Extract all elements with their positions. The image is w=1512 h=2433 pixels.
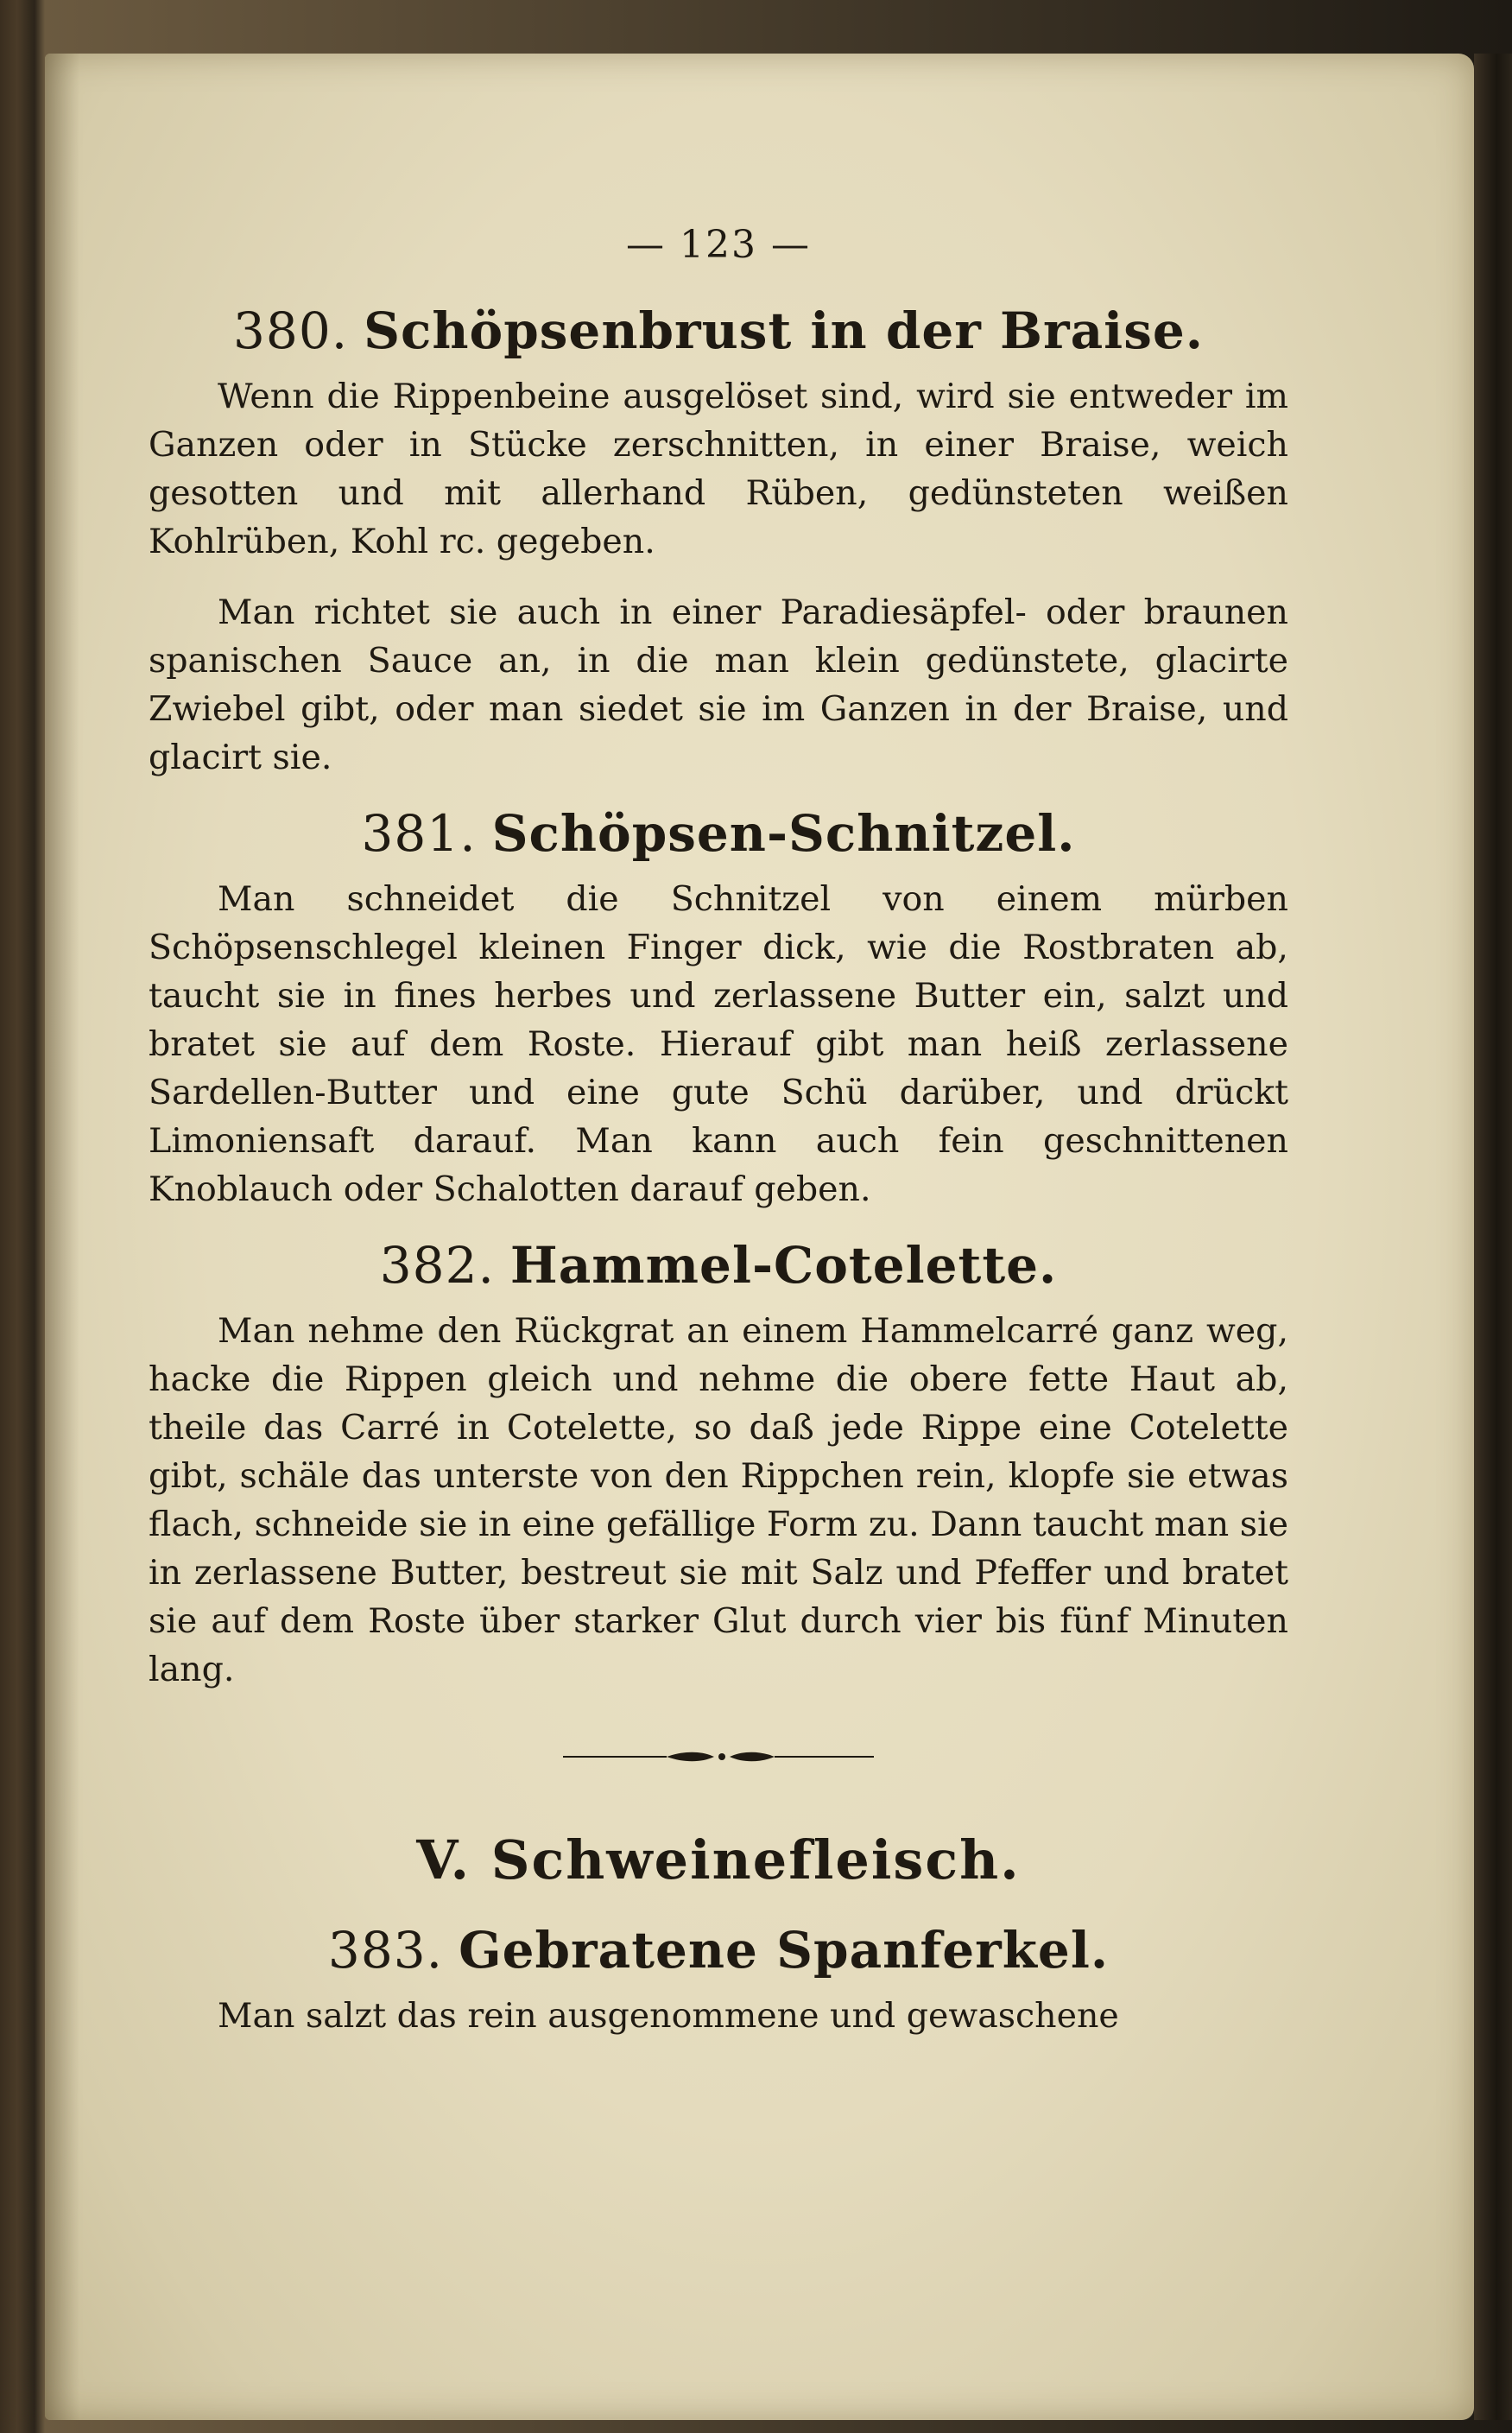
recipe-381 — [149, 804, 1288, 1213]
chapter-title: Schweinefleisch. — [490, 1828, 1021, 1891]
chapter-numeral: V. — [416, 1828, 471, 1891]
book-page — [45, 54, 1474, 2420]
page-text — [149, 223, 1288, 2062]
recipe-number: 382. — [379, 1236, 495, 1295]
recipe-heading — [149, 804, 1288, 863]
ornament-divider — [563, 1747, 874, 1766]
recipe-heading — [149, 1236, 1288, 1295]
recipe-title: Gebratene Spanferkel. — [459, 1921, 1110, 1980]
recipe-383 — [149, 1921, 1288, 2040]
page-number: — 123 — — [626, 223, 811, 267]
page-edge-shadow — [1474, 54, 1512, 2420]
recipe-number: 381. — [361, 804, 477, 863]
recipe-paragraph: Wenn die Rippenbeine ausgelöset sind, wird sie entweder im Ganzen oder in Stücke zerschnitten, in einer Braise, weich gesotten und mit allerhand Rüben, gedünsteten weißen Kohlrüben, Kohl rc. gegeben. — [149, 377, 1288, 561]
recipe-heading — [149, 1921, 1288, 1980]
recipe-number: 383. — [327, 1921, 444, 1980]
recipe-paragraph: Man salzt das rein ausgenommene und gewaschene — [218, 1996, 1119, 2036]
chapter-heading — [149, 1828, 1288, 1891]
recipe-number: 380. — [233, 301, 349, 360]
recipe-paragraph: Man schneidet die Schnitzel von einem mürben Schöpsenschlegel kleinen Finger dick, wie die Rostbraten ab, taucht sie in fines herbes und zerlassene Butter ein, salzt und bratet sie auf dem Roste. Hierauf gibt man heiß zerlassene Sardellen-Butter und eine gute Schü darüber, und drückt Limoniensaft darauf. Man kann auch fein geschnittenen Knoblauch oder Schalotten darauf geben. — [149, 879, 1288, 1209]
recipe-380 — [149, 301, 1288, 782]
recipe-title: Hammel-Cotelette. — [509, 1236, 1058, 1295]
recipe-382 — [149, 1236, 1288, 1694]
recipe-title: Schöpsenbrust in der Braise. — [364, 301, 1204, 360]
recipe-title: Schöpsen-Schnitzel. — [491, 804, 1076, 863]
recipe-paragraph: Man nehme den Rückgrat an einem Hammelcarré ganz weg, hacke die Rippen gleich und nehme die obere fette Haut ab, theile das Carré in Cotelette, so daß jede Rippe eine Cotelette gibt, schäle das unterste von den Rippchen rein, klopfe sie etwas flach, schneide sie in eine gefällige Form zu. Dann taucht man sie in zerlassene Butter, bestreut sie mit Salz und Pfeffer und bratet sie auf dem Roste über starker Glut durch vier bis fünf Minuten lang. — [149, 1311, 1288, 1689]
recipe-heading — [149, 301, 1288, 360]
recipe-paragraph: Man richtet sie auch in einer Paradiesäpfel- oder braunen spanischen Sauce an, in die man klein gedünstete, glacirte Zwiebel gibt, oder man siedet sie im Ganzen in der Braise, und glacirt sie. — [149, 592, 1288, 777]
